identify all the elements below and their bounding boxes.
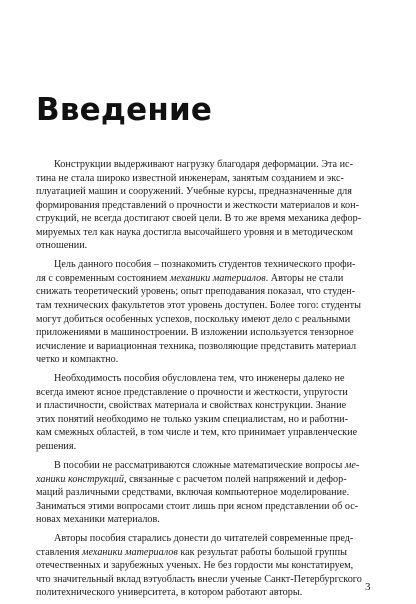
paragraph (36, 158, 376, 253)
text-line: там технических факультетов этот уровень доступен. Более того: студенты (36, 299, 361, 311)
italic-term: ханики конструкций (36, 473, 124, 485)
text-line: Заниматься этими вопросами стоит лишь при ясном представлении об ос- (36, 500, 359, 512)
text-line: Необходимость пособия обусловлена тем, что инженеры далеко не (54, 373, 345, 385)
text-line: всегда имеют ясное представление о прочности и жесткости, упругости (36, 386, 348, 398)
italic-term: механики материалов (169, 272, 266, 284)
text-line: могут добиться особенных успехов, поскольку имеют дело с реальными (36, 313, 351, 325)
paragraph (36, 258, 376, 366)
italic-term: ме- (344, 459, 360, 471)
text-line: маций различными средствами, включая компьютерное моделирование. (36, 487, 350, 499)
text-line: и пластичности, свойствах материала и свойствах конструкции. Знание (36, 400, 347, 412)
body-text (36, 158, 376, 600)
paragraph (36, 459, 376, 527)
text-line: что значительный вклад вэтуобласть внесли ученые Санкт-Петербургского (36, 573, 362, 585)
chapter-heading: Введение (36, 92, 213, 128)
text-line: Авторы пособия старались донести до читателей современные пред- (54, 533, 354, 545)
text-line: политехнического университета, в котором работают авторы. (36, 587, 303, 599)
paragraph (36, 532, 376, 600)
text-line: отношении. (36, 240, 88, 252)
text-line: четко и компактно. (36, 354, 119, 366)
text-line: исчисление и вариационная техника, позволяющие представить материал (36, 340, 357, 352)
text-line: Конструкции выдерживают нагрузку благодаря деформации. Эта ис- (54, 159, 353, 170)
text-line: струкций, не всегда достигают своей цели. В то же время механика дефор- (36, 213, 362, 225)
text-line: снижать теоретический уровень; опыт преподавания показал, что студен- (36, 286, 356, 298)
text-line: кам смежных областей, в том числе и тем, кто принимает управленческие (36, 427, 358, 439)
text-line: В пособии не рассматриваются сложные математические вопросы ме- (54, 459, 360, 471)
text-line: отечественных и зарубежных ученых. Не без гордости мы констатируем, (36, 560, 354, 572)
italic-term: механики материалов (82, 546, 178, 558)
text-line: новах механики материалов. (36, 514, 160, 526)
text-line: плуатацией машин и сооружений. Учебные курсы, предназначенные для (36, 186, 352, 198)
text-line: приложениями в машиностроении. В изложении используется тензорное (36, 327, 354, 339)
text-line: ля с современным состоянием механики материалов. Авторы не стали (36, 272, 344, 284)
text-line: ставления механики материалов как результат работы большой группы (36, 546, 347, 558)
page-number: 3 (365, 581, 371, 593)
text-line: формирования представлений о прочности и жесткости материалов и кон- (36, 199, 359, 211)
text-line: тина не стала широко известной инженерам, занятым созданием и экс- (36, 172, 344, 184)
text-line: мируемых тел как наука достигла высочайшего уровня и в методическом (36, 226, 353, 238)
text-line: ханики конструкций, связанные с расчетом полей напряжений и дефор- (36, 473, 347, 485)
paragraph (36, 372, 376, 453)
text-line: решения. (36, 440, 77, 452)
text-line: Цель данного пособия – познакомить студентов технического профи- (54, 259, 356, 271)
text-line: этих понятий необходимо не только узким специалистам, но и работни- (36, 413, 349, 425)
